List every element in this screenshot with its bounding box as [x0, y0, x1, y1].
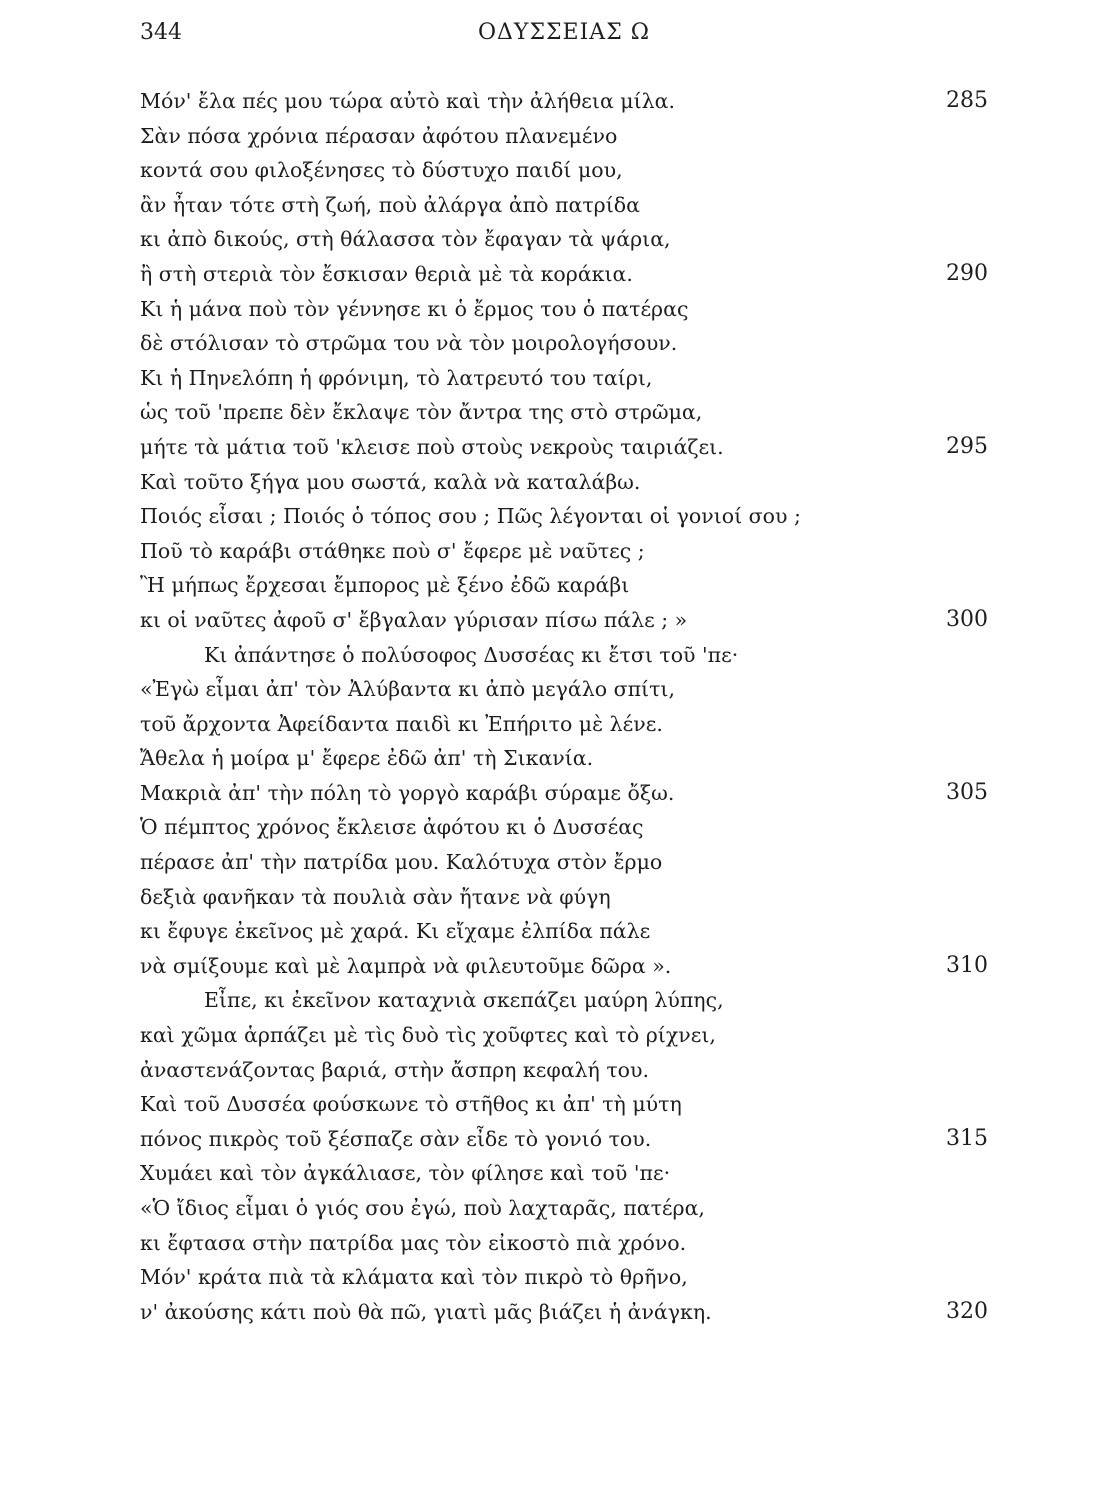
verse-line [140, 603, 988, 638]
verse-text: Μόν' ἔλα πές μου τώρα αὐτὸ καὶ τὴν ἀλήθεια μίλα. [140, 89, 676, 113]
verse-line [140, 810, 988, 845]
verse-line [140, 395, 988, 430]
verse-line [140, 222, 988, 257]
verse-line [140, 914, 988, 949]
verse-line [140, 1018, 988, 1053]
verse-line [140, 638, 988, 673]
verse-line [140, 84, 988, 119]
verse-text: ἂν ἦταν τότε στὴ ζωή, ποὺ ἀλάργα ἀπὸ πατρίδα [140, 192, 640, 217]
verse-line [140, 326, 988, 361]
verse-text: Κι ἡ Πηνελόπη ἡ φρόνιμη, τὸ λατρευτό του ταίρι, [140, 365, 653, 390]
verse-text: Καὶ τοῦ Δυσσέα φούσκωνε τὸ στῆθος κι ἀπ' τὴ μύτη [140, 1092, 682, 1117]
verse-line [140, 707, 988, 742]
verse-text: Κι ἡ μάνα ποὺ τὸν γέννησε κι ὁ ἔρμος του ὁ πατέρας [140, 296, 689, 321]
verse-text: καὶ χῶμα ἁρπάζει μὲ τὶς δυὸ τὶς χοῦφτες καὶ τὸ ρίχνει, [140, 1023, 716, 1048]
verse-text: μήτε τὰ μάτια τοῦ 'κλεισε ποὺ στοὺς νεκροὺς ταιριάζει. [140, 434, 724, 459]
verse-line [140, 568, 988, 603]
verse-text: Χυμάει καὶ τὸν ἀγκάλιασε, τὸν φίλησε καὶ τοῦ 'πε· [140, 1161, 671, 1186]
verse-text: πόνος πικρὸς τοῦ ξέσπαζε σὰν εἶδε τὸ γονιό του. [140, 1126, 652, 1151]
verse-text: νὰ σμίξουμε καὶ μὲ λαμπρὰ νὰ φιλευτοῦμε δῶρα ». [140, 953, 672, 978]
verse-line [140, 1191, 988, 1226]
verse-line [140, 983, 988, 1018]
verse-text: ἢ στὴ στεριὰ τὸν ἔσκισαν θεριὰ μὲ τὰ κοράκια. [140, 261, 633, 286]
page-number: 344 [140, 20, 182, 45]
verse-text: Ποιός εἶσαι ; Ποιός ὁ τόπος σου ; Πῶς λέγονται οἱ γονιοί σου ; [140, 504, 801, 529]
verse-line [140, 1226, 988, 1261]
verse-line [140, 361, 988, 396]
verse-text: Σὰν πόσα χρόνια πέρασαν ἀφότου πλανεμένο [140, 123, 618, 148]
line-number: 320 [946, 1298, 988, 1324]
verse-text: κι ἀπὸ δικούς, στὴ θάλασσα τὸν ἔφαγαν τὰ ψάρια, [140, 227, 671, 252]
verse-line [140, 741, 988, 776]
verse-text: Ἢ μήπως ἔρχεσαι ἔμπορος μὲ ξένο ἐδῶ καράβι [140, 573, 630, 598]
verse-line [140, 845, 988, 880]
verse-line [140, 949, 988, 984]
verse-line [140, 534, 988, 569]
verse-line [140, 257, 988, 292]
line-number: 315 [946, 1125, 988, 1151]
page-header [140, 20, 988, 60]
verse-text: κοντά σου φιλοξένησες τὸ δύστυχο παιδί μου, [140, 158, 623, 183]
verse-text: Εἶπε, κι ἐκεῖνον καταχνιὰ σκεπάζει μαύρη λύπης, [204, 988, 724, 1013]
verse-line [140, 1260, 988, 1295]
verse-text: δεξιὰ φανῆκαν τὰ πουλιὰ σὰν ἤτανε νὰ φύγη [140, 884, 611, 909]
verse-text: κι ἔφυγε ἐκεῖνος μὲ χαρά. Κι εἴχαμε ἐλπίδα πάλε [140, 919, 651, 944]
verse-text: Μόν' κράτα πιὰ τὰ κλάματα καὶ τὸν πικρὸ τὸ θρῆνο, [140, 1265, 688, 1290]
verse-line [140, 672, 988, 707]
verse-text: πέρασε ἀπ' τὴν πατρίδα μου. Καλότυχα στὸν ἔρμο [140, 850, 663, 875]
poem-verses [140, 84, 988, 1329]
line-number: 285 [946, 88, 988, 113]
verse-text: ὡς τοῦ 'πρεπε δὲν ἔκλαψε τὸν ἄντρα της στὸ στρῶμα, [140, 400, 703, 425]
verse-text: ἀναστενάζοντας βαριά, στὴν ἄσπρη κεφαλή του. [140, 1057, 650, 1082]
verse-text: τοῦ ἄρχοντα Ἀφείδαντα παιδὶ κι Ἐπήριτο μὲ λένε. [140, 711, 663, 736]
verse-text: «Ἐγὼ εἶμαι ἀπ' τὸν Ἀλύβαντα κι ἀπὸ μεγάλο σπίτι, [140, 677, 675, 702]
verse-text: Κι ἀπάντησε ὁ πολύσοφος Δυσσέας κι ἔτσι τοῦ 'πε· [204, 642, 739, 667]
verse-line [140, 1295, 988, 1330]
running-title: ΟΔΥΣΣΕΙΑΣ Ω [478, 20, 650, 45]
verse-text: ν' ἀκούσης κάτι ποὺ θὰ πῶ, γιατὶ μᾶς βιάζει ἡ ἀνάγκη. [140, 1299, 712, 1324]
verse-line [140, 430, 988, 465]
verse-text: «Ὁ ἴδιος εἶμαι ὁ γιός σου ἐγώ, ποὺ λαχταρᾶς, πατέρα, [140, 1196, 705, 1220]
verse-line [140, 1156, 988, 1191]
verse-line [140, 1122, 988, 1157]
line-number: 290 [946, 260, 988, 286]
line-number: 310 [946, 952, 988, 978]
verse-text: κι ἔφτασα στὴν πατρίδα μας τὸν εἰκοστὸ πιὰ χρόνο. [140, 1230, 687, 1255]
verse-text: Ποῦ τὸ καράβι στάθηκε ποὺ σ' ἔφερε μὲ ναῦτες ; [140, 538, 645, 563]
verse-line [140, 188, 988, 223]
verse-line [140, 465, 988, 500]
verse-text: Ὁ πέμπτος χρόνος ἔκλεισε ἀφότου κι ὁ Δυσσέας [140, 815, 644, 840]
verse-line [140, 119, 988, 154]
verse-text: κι οἱ ναῦτες ἀφοῦ σ' ἔβγαλαν γύρισαν πίσω πάλε ; » [140, 607, 688, 632]
verse-text: Ἄθελα ἡ μοίρα μ' ἔφερε ἐδῶ ἀπ' τὴ Σικανία. [140, 746, 594, 771]
line-number: 295 [946, 433, 988, 459]
verse-text: Καὶ τοῦτο ξήγα μου σωστά, καλὰ νὰ καταλάβω. [140, 469, 641, 494]
verse-text: Μακριὰ ἀπ' τὴν πόλη τὸ γοργὸ καράβι σύραμε ὄξω. [140, 780, 675, 805]
verse-text: δὲ στόλισαν τὸ στρῶμα του νὰ τὸν μοιρολογήσουν. [140, 331, 678, 356]
verse-line [140, 292, 988, 327]
verse-line [140, 1053, 988, 1088]
verse-line [140, 880, 988, 915]
line-number: 305 [946, 779, 988, 805]
verse-line [140, 153, 988, 188]
verse-line [140, 776, 988, 811]
verse-line [140, 1087, 988, 1122]
verse-line [140, 499, 988, 534]
line-number: 300 [946, 606, 988, 632]
